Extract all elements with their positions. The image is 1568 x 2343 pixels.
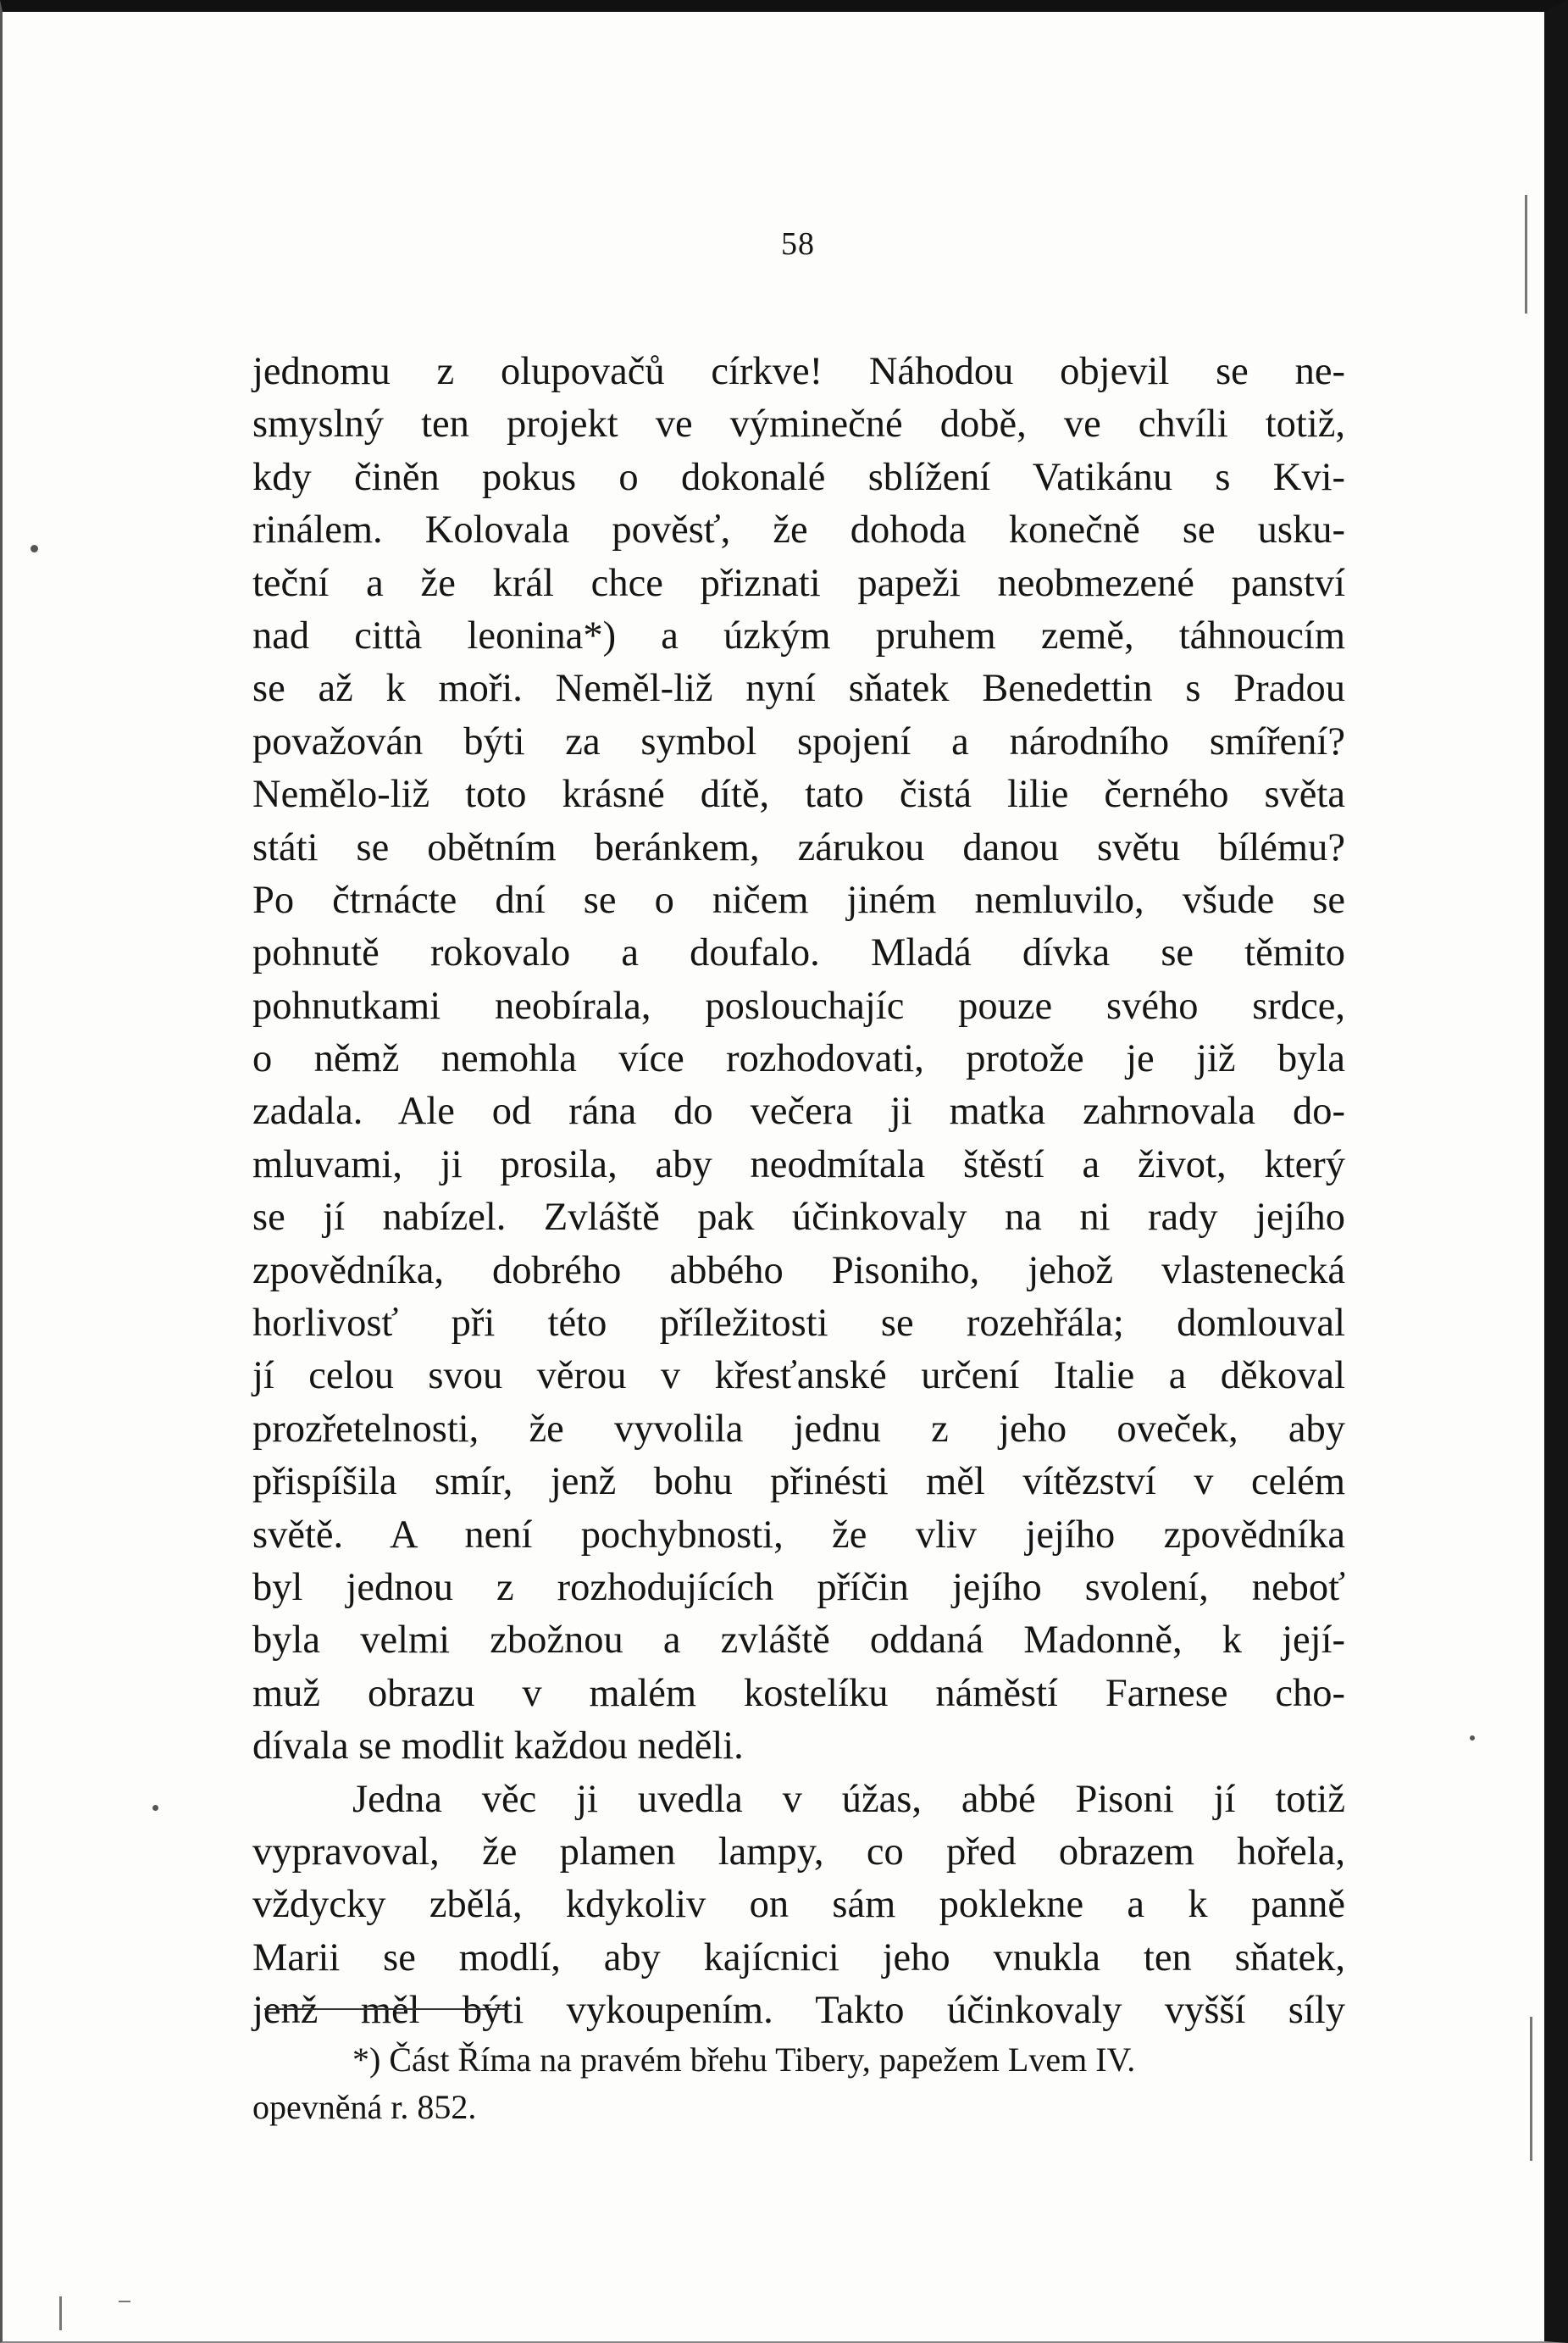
text-line: světě. A není pochybnosti, že vliv jejího zpovědníka <box>252 1513 1345 1557</box>
page-number: 58 <box>781 226 815 262</box>
scan-edge-mark <box>119 2301 130 2302</box>
text-line: smyslný ten projekt ve výminečné době, ve chvíli totiž, <box>252 403 1345 447</box>
scan-speck <box>1470 1735 1475 1741</box>
paragraph-end-line: dívala se modlit každou neděli. <box>252 1724 744 1768</box>
scan-edge-mark <box>59 2296 62 2330</box>
scan-speck <box>30 545 38 552</box>
text-line: pohnutě rokovalo a doufalo. Mladá dívka se těmito <box>252 931 1345 975</box>
scan-speck <box>152 1805 158 1811</box>
text-line: zpovědníka, dobrého abbého Pisoniho, jehož vlastenecká <box>252 1248 1345 1292</box>
text-line: považován býti za symbol spojení a národního smíření? <box>252 719 1345 763</box>
text-line: se jí nabízel. Zvláště pak účinkovaly na ni rady jejího <box>252 1196 1345 1240</box>
text-line: mluvami, ji prosila, aby neodmítala štěstí a život, který <box>252 1142 1345 1186</box>
text-line: zadala. Ale od rána do večera ji matka zahrnovala do- <box>252 1090 1345 1134</box>
text-line: pohnutkami neobírala, poslouchajíc pouze svého srdce, <box>252 984 1345 1028</box>
scan-edge-mark <box>1530 2017 1532 2161</box>
text-line: byl jednou z rozhodujících příčin jejího svolení, neboť <box>252 1565 1345 1609</box>
footnote-line: opevněná r. 852. <box>252 2088 477 2126</box>
text-line: prozřetelnosti, že vyvolila jednu z jeho oveček, aby <box>252 1407 1345 1451</box>
text-line: státi se obětním beránkem, zárukou danou světu bílému? <box>252 825 1345 869</box>
text-line: jednomu z olupovačů církve! Náhodou objevil se ne- <box>252 350 1345 393</box>
scan-edge-mark <box>1525 195 1527 314</box>
paragraph-start-line: Jedna věc ji uvedla v úžas, abbé Pisoni jí totiž <box>352 1777 1345 1821</box>
text-line: vždycky zbělá, kdykoliv on sám poklekne a k panně <box>252 1883 1345 1927</box>
text-line: nad città leonina*) a úzkým pruhem země, táhnoucím <box>252 614 1345 658</box>
text-line: přispíšila smír, jenž bohu přinésti měl vítězství v celém <box>252 1460 1345 1504</box>
text-line: Marii se modlí, aby kajícnici jeho vnukla ten sňatek, <box>252 1935 1345 1979</box>
text-line: Nemělo-liž toto krásné dítě, tato čistá lilie černého světa <box>252 773 1345 817</box>
text-line: kdy činěn pokus o dokonalé sblížení Vatikánu s Kvi- <box>252 455 1345 499</box>
text-line: rinálem. Kolovala pověsť, že dohoda konečně se usku- <box>252 508 1345 552</box>
text-line: o němž nemohla více rozhodovati, protože je již byla <box>252 1037 1345 1081</box>
text-line: muž obrazu v malém kostelíku náměstí Farnese cho- <box>252 1671 1345 1715</box>
text-line: jí celou svou věrou v křesťanské určení Italie a děkoval <box>252 1354 1345 1398</box>
footnote-line: *) Část Říma na pravém břehu Tibery, papežem Lvem IV. <box>352 2040 1136 2079</box>
text-line: se až k moři. Neměl-liž nyní sňatek Benedettin s Pradou <box>252 667 1345 711</box>
text-line: horlivosť při této příležitosti se rozehřála; domlouval <box>252 1302 1345 1346</box>
body-text <box>252 346 1345 2038</box>
text-line: vypravoval, že plamen lampy, co před obrazem hořela, <box>252 1829 1345 1874</box>
text-line: Po čtrnácte dní se o ničem jiném nemluvilo, všude se <box>252 878 1345 922</box>
footnote-divider <box>264 2008 508 2010</box>
text-line: byla velmi zbožnou a zvláště oddaná Madonně, k její- <box>252 1618 1345 1663</box>
footnote <box>252 2036 1345 2131</box>
text-line: jenž měl býti vykoupením. Takto účinkovaly vyšší síly <box>252 1989 1345 2033</box>
text-line: teční a že král chce přiznati papeži neobmezené panství <box>252 561 1345 605</box>
